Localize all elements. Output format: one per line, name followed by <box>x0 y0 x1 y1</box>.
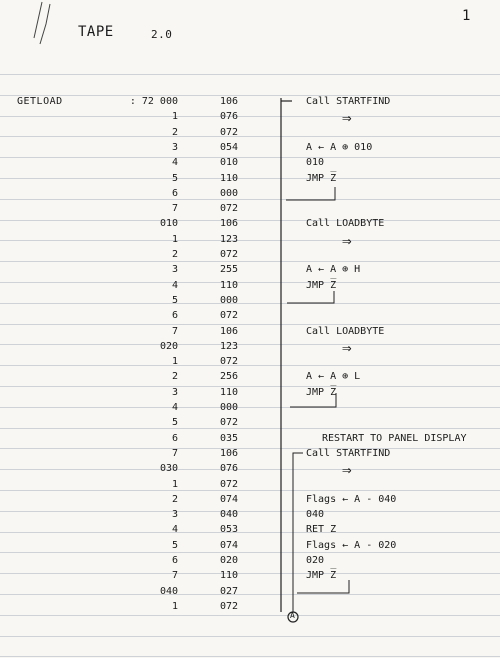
row-comment: A ← A ⊕ 010 <box>306 142 373 153</box>
row-octal-code: 054 <box>220 142 239 153</box>
flow-arrow-glyph: ⇒ <box>342 338 352 357</box>
row-comment: Call LOADBYTE <box>306 326 385 337</box>
row-address: 020 <box>159 341 178 352</box>
row-address: 3 <box>171 387 178 398</box>
flow-arrow-glyph: ⇒ <box>342 460 352 479</box>
row-comment: A ← A ⊕ H <box>306 264 361 275</box>
routine-label: GETLOAD <box>17 96 63 107</box>
row-address: 1 <box>171 111 178 122</box>
row-address: 5 <box>171 540 178 551</box>
page-number: 1 <box>462 8 471 24</box>
row-octal-code: 110 <box>220 280 239 291</box>
row-address: 2 <box>171 249 178 260</box>
row-octal-code: 040 <box>220 509 239 520</box>
jump-arrow-3 <box>290 393 336 407</box>
row-octal-code: 074 <box>220 494 239 505</box>
row-octal-code: 123 <box>220 234 239 245</box>
version-label: 2.0 <box>151 28 173 41</box>
row-octal-code: 074 <box>220 540 239 551</box>
restart-branch-line <box>293 453 303 612</box>
row-address: 2 <box>171 494 178 505</box>
row-octal-code: 072 <box>220 356 239 367</box>
row-octal-code: 110 <box>220 570 239 581</box>
row-address: 5 <box>171 173 178 184</box>
row-address: 6 <box>171 555 178 566</box>
row-address: 6 <box>171 188 178 199</box>
row-comment: Flags ← A - 020 <box>306 540 397 551</box>
row-address: 4 <box>171 157 178 168</box>
row-octal-code: 072 <box>220 249 239 260</box>
row-address: 030 <box>159 463 178 474</box>
row-address: 7 <box>171 203 178 214</box>
row-octal-code: 072 <box>220 203 239 214</box>
row-octal-code: 106 <box>220 448 239 459</box>
row-address: 7 <box>171 570 178 581</box>
row-comment: JMP Z̅ <box>306 570 337 581</box>
row-comment: A ← A ⊕ L <box>306 371 361 382</box>
row-comment: Flags ← A - 040 <box>306 494 397 505</box>
row-address: 7 <box>171 448 178 459</box>
jump-arrow-1 <box>286 187 335 200</box>
row-address: 4 <box>171 280 178 291</box>
row-address: 7 <box>171 326 178 337</box>
ink-scribble-mark <box>28 0 60 60</box>
row-octal-code: 106 <box>220 326 239 337</box>
row-octal-code: 000 <box>220 402 239 413</box>
row-comment: RET Z <box>306 524 337 535</box>
row-address: 3 <box>171 509 178 520</box>
row-octal-code: 010 <box>220 157 239 168</box>
row-address: 1 <box>171 234 178 245</box>
row-address: 040 <box>159 586 178 597</box>
row-octal-code: 000 <box>220 295 239 306</box>
row-address: 4 <box>171 524 178 535</box>
row-address: 5 <box>171 417 178 428</box>
row-octal-code: 072 <box>220 601 239 612</box>
row-octal-code: 072 <box>220 127 239 138</box>
jump-arrow-2 <box>287 291 334 303</box>
row-address: 3 <box>171 142 178 153</box>
row-octal-code: 256 <box>220 371 239 382</box>
row-address: : 72 000 <box>129 96 178 107</box>
row-address: 5 <box>171 295 178 306</box>
row-comment: Call LOADBYTE <box>306 218 385 229</box>
row-address: 010 <box>159 218 178 229</box>
row-octal-code: 053 <box>220 524 239 535</box>
row-address: 2 <box>171 371 178 382</box>
row-octal-code: 035 <box>220 433 239 444</box>
row-address: 2 <box>171 127 178 138</box>
flow-arrow-glyph: ⇒ <box>342 108 352 127</box>
row-octal-code: 106 <box>220 96 239 107</box>
row-octal-code: 000 <box>220 188 239 199</box>
row-octal-code: 076 <box>220 111 239 122</box>
row-comment: JMP Z̅ <box>306 280 337 291</box>
row-octal-code: 110 <box>220 387 239 398</box>
flow-arrow-glyph: ⇒ <box>342 231 352 250</box>
row-comment: RESTART TO PANEL DISPLAY <box>322 433 467 444</box>
row-octal-code: 110 <box>220 173 239 184</box>
row-comment: JMP Z̅ <box>306 173 337 184</box>
row-address: 6 <box>171 433 178 444</box>
row-address: 1 <box>171 479 178 490</box>
page-title: TAPE <box>78 24 114 40</box>
row-address: 6 <box>171 310 178 321</box>
row-octal-code: 020 <box>220 555 239 566</box>
row-address: 3 <box>171 264 178 275</box>
row-comment: Call STARTFIND <box>306 448 391 459</box>
row-octal-code: 076 <box>220 463 239 474</box>
row-octal-code: 072 <box>220 479 239 490</box>
row-comment: Call STARTFIND <box>306 96 391 107</box>
row-octal-code: 123 <box>220 341 239 352</box>
row-comment: 020 <box>306 555 325 566</box>
row-address: 1 <box>171 356 178 367</box>
row-octal-code: 027 <box>220 586 239 597</box>
row-octal-code: 255 <box>220 264 239 275</box>
row-comment: 010 <box>306 157 325 168</box>
row-octal-code: 072 <box>220 417 239 428</box>
row-comment: JMP Z̅ <box>306 387 337 398</box>
end-marker-label: A <box>290 611 296 620</box>
row-address: 1 <box>171 601 178 612</box>
row-comment: 040 <box>306 509 325 520</box>
row-octal-code: 106 <box>220 218 239 229</box>
row-address: 4 <box>171 402 178 413</box>
row-octal-code: 072 <box>220 310 239 321</box>
jump-arrow-4 <box>297 580 349 593</box>
